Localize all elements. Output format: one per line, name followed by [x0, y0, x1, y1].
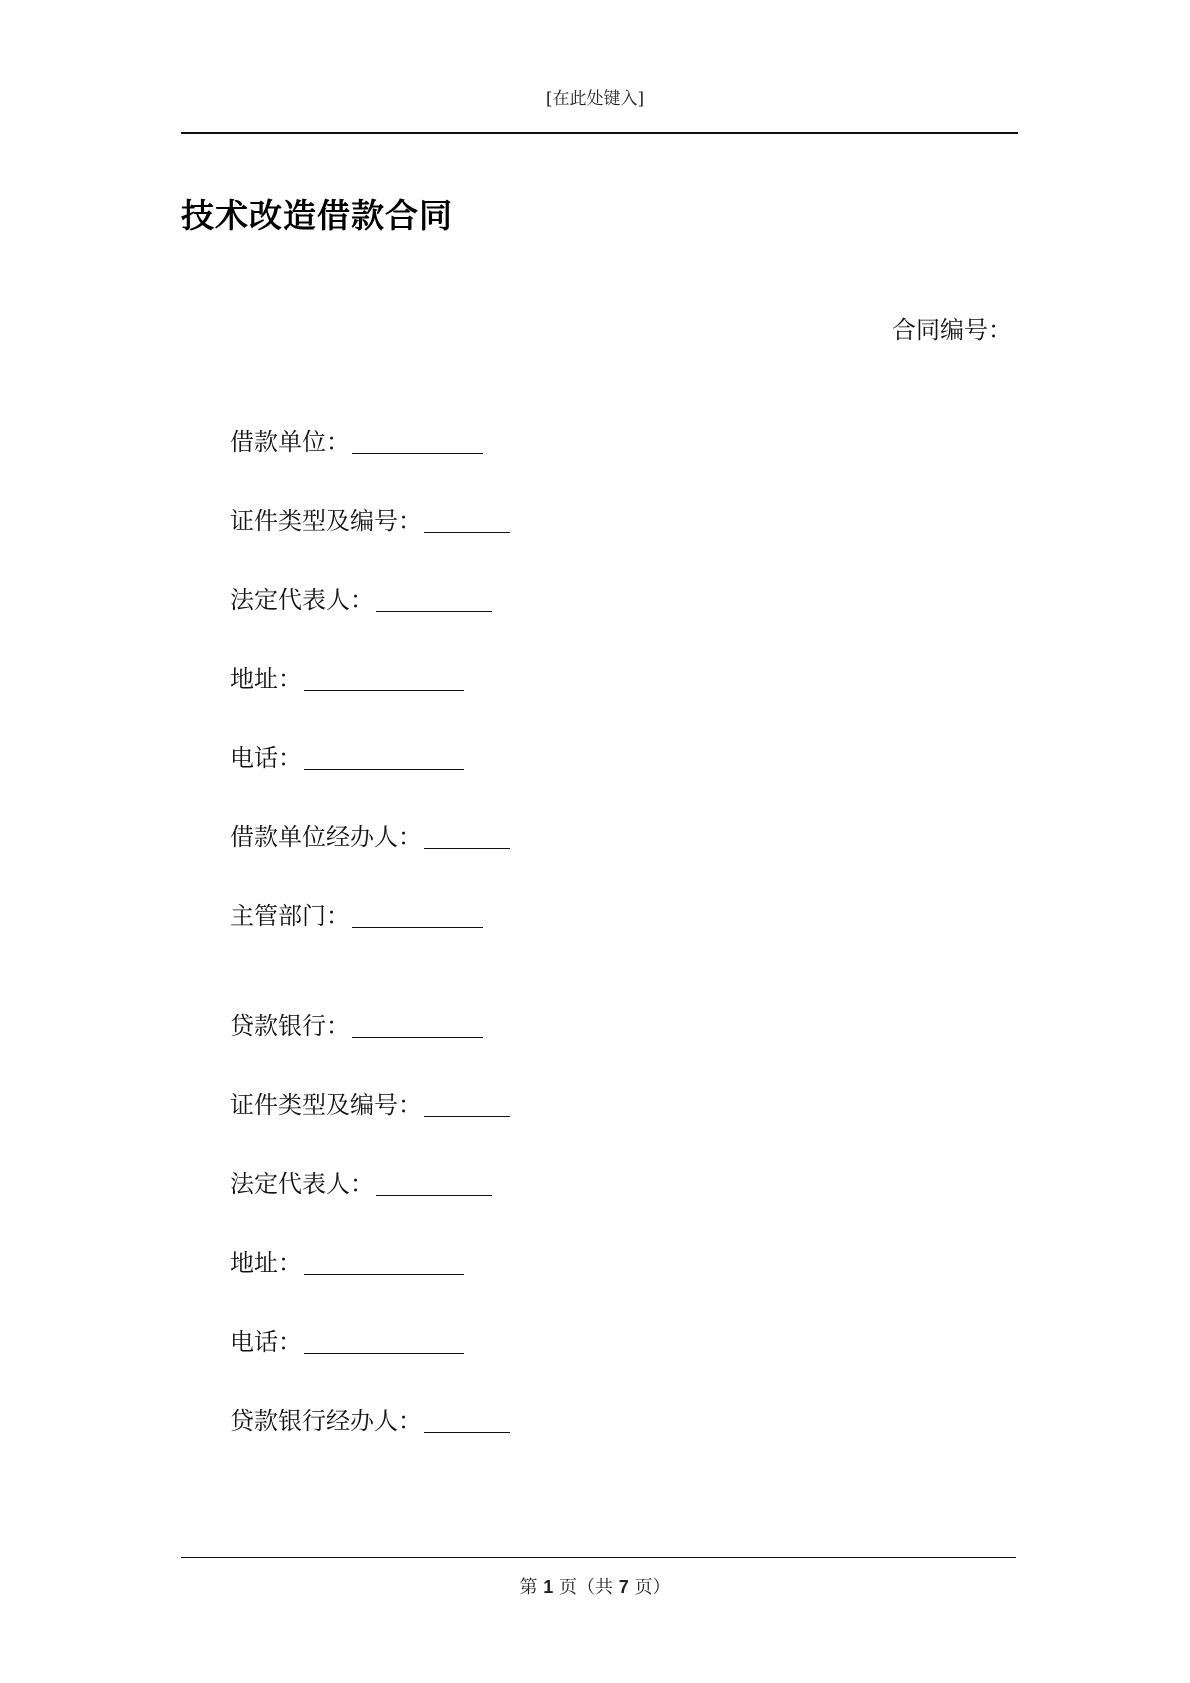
field-label: 证件类型及编号：: [230, 1091, 422, 1119]
fill-in-blank[interactable]: [376, 587, 492, 612]
borrower-phone-field: [230, 738, 464, 773]
current-page-number: 1: [543, 1577, 554, 1597]
borrower-legal-rep-field: [230, 580, 492, 615]
fill-in-blank[interactable]: [352, 903, 483, 928]
field-label: 借款单位经办人：: [230, 823, 422, 851]
borrower-id-type-field: [230, 501, 510, 536]
header-placeholder-text[interactable]: [在此处键入]: [545, 89, 645, 109]
supervising-dept-field: [230, 896, 483, 931]
field-label: 主管部门：: [230, 902, 350, 930]
lender-bank-field: [230, 1006, 483, 1041]
fill-in-blank[interactable]: [424, 824, 510, 849]
fill-in-blank[interactable]: [352, 429, 483, 454]
lender-legal-rep-field: [230, 1164, 492, 1199]
field-label: 法定代表人：: [230, 586, 374, 614]
contract-number-label: 合同编号：: [892, 316, 1012, 344]
field-label: 电话：: [230, 1328, 302, 1356]
field-label: 地址：: [230, 1249, 302, 1277]
field-label: 贷款银行：: [230, 1012, 350, 1040]
page-number: [0, 1573, 1190, 1599]
fill-in-blank[interactable]: [424, 1092, 510, 1117]
lender-address-field: [230, 1243, 464, 1278]
lender-phone-field: [230, 1322, 464, 1357]
field-label: 法定代表人：: [230, 1170, 374, 1198]
fill-in-blank[interactable]: [304, 745, 464, 770]
field-label: 地址：: [230, 665, 302, 693]
header-divider: [181, 132, 1018, 134]
borrower-agent-field: [230, 817, 510, 852]
page-middle: 页（共: [559, 1577, 613, 1598]
page-suffix: 页）: [634, 1577, 671, 1598]
document-title: 技术改造借款合同: [181, 196, 453, 235]
fill-in-blank[interactable]: [424, 508, 510, 533]
fill-in-blank[interactable]: [352, 1013, 483, 1038]
field-label: 借款单位：: [230, 428, 350, 456]
fill-in-blank[interactable]: [376, 1171, 492, 1196]
lender-id-type-field: [230, 1085, 510, 1120]
total-page-count: 7: [618, 1577, 629, 1597]
fill-in-blank[interactable]: [424, 1408, 510, 1433]
page-prefix: 第: [519, 1577, 538, 1598]
field-label: 证件类型及编号：: [230, 507, 422, 535]
borrower-unit-field: [230, 422, 483, 457]
field-label: 贷款银行经办人：: [230, 1407, 422, 1435]
footer-divider: [181, 1557, 1016, 1558]
fill-in-blank[interactable]: [304, 666, 464, 691]
fill-in-blank[interactable]: [304, 1250, 464, 1275]
field-label: 电话：: [230, 744, 302, 772]
lender-agent-field: [230, 1401, 510, 1436]
borrower-address-field: [230, 659, 464, 694]
fill-in-blank[interactable]: [304, 1329, 464, 1354]
